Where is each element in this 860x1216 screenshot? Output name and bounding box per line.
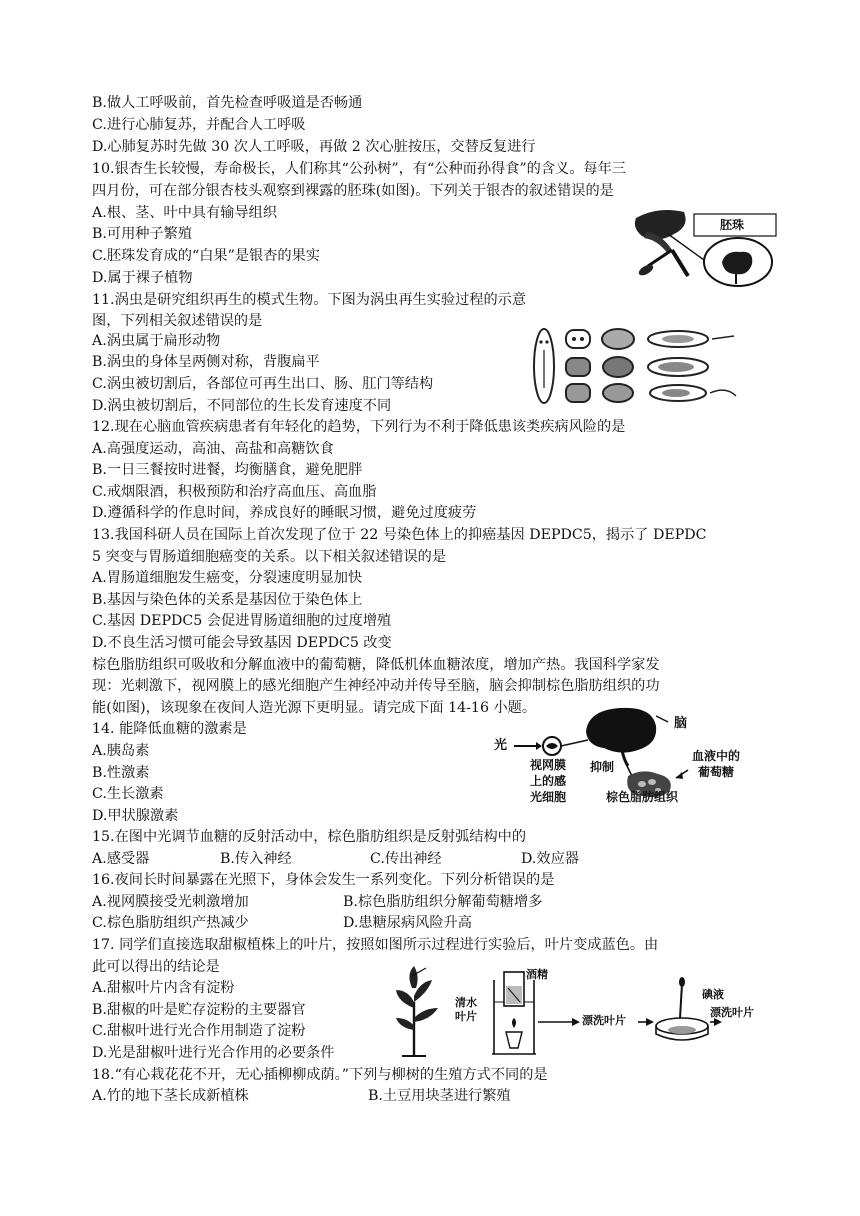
q10-stem-line-2: 四月份，可在部分银杏枝头观察到裸露的胚珠(如图)。下列关于银杏的叙述错误的是 <box>92 183 614 199</box>
q15-option-d: D.效应器 <box>521 851 579 867</box>
passage-line-1: 棕色脂肪组织可吸收和分解血液中的葡萄糖，降低机体血糖浓度，增加产热。我国科学家发 <box>92 657 660 673</box>
q14-option-a: A.胰岛素 <box>92 743 150 759</box>
q18-option-b: B.土豆用块茎进行繁殖 <box>368 1088 511 1104</box>
q17-option-b: B.甜椒的叶是贮存淀粉的主要器官 <box>92 1002 306 1018</box>
q13-option-b: B.基因与染色体的关系是基因位于染色体上 <box>92 592 363 608</box>
diagram-glucose-label <box>692 748 740 780</box>
q15-option-a: A.感受器 <box>92 851 150 867</box>
q10-option-b: B.可用种子繁殖 <box>92 226 193 242</box>
diagram-retina-label <box>530 757 566 805</box>
q17-stem-line-1: 17. 同学们直接选取甜椒植株上的叶片，按照如图所示过程进行实验后，叶片变成蓝色。由 <box>92 937 659 953</box>
q15-option-c: C.传出神经 <box>370 851 442 867</box>
q14-option-c: C.生长激素 <box>92 786 164 802</box>
q9-option-c: C.进行心肺复苏，并配合人工呼吸 <box>92 117 306 133</box>
q16-option-a: A.视网膜接受光刺激增加 <box>92 894 249 910</box>
q12-option-d: D.遵循科学的作息时间，养成良好的睡眠习惯，避免过度疲劳 <box>92 505 477 521</box>
diagram-retina-line-1: 视网膜 <box>530 758 567 772</box>
q12-option-c: C.戒烟限酒，积极预防和治疗高血压、高血脂 <box>92 484 377 500</box>
q12-option-b: B.一日三餐按时进餐，均衡膳食，避免肥胖 <box>92 462 363 478</box>
passage-line-2: 现：光刺激下，视网膜上的感光细胞产生神经冲动并传导至脑，脑会抑制棕色脂肪组织的功 <box>92 678 660 694</box>
q9-option-d: D.心肺复苏时先做 30 次人工呼吸，再做 2 次心脏按压，交替反复进行 <box>92 139 536 155</box>
q11-stem-line-2: 图，下列相关叙述错误的是 <box>92 313 263 329</box>
q10-option-c: C.胚珠发育成的“白果”是银杏的果实 <box>92 248 320 264</box>
q10-stem-line-1: 10.银杏生长较慢，寿命极长，人们称其“公孙树”，有“公种而孙得食”的含义。每年三 <box>92 161 626 177</box>
q11-stem-line-1: 11.涡虫是研究组织再生的模式生物。下图为涡虫再生实验过程的示意 <box>92 292 527 308</box>
q11-option-b: B.涡虫的身体呈两侧对称，背腹扁平 <box>92 354 320 370</box>
q13-option-a: A.胃肠道细胞发生癌变，分裂速度明显加快 <box>92 570 363 586</box>
q10-option-d: D.属于裸子植物 <box>92 270 193 286</box>
diagram-inhibit-label: 抑制 <box>590 760 615 774</box>
diagram-glucose-line-2: 葡萄糖 <box>698 765 735 779</box>
starch-rinse-label-2: 漂洗叶片 <box>710 1006 754 1019</box>
q14-stem: 14. 能降低血糖的激素是 <box>92 721 247 737</box>
q17-stem-line-2: 此可以得出的结论是 <box>92 959 220 975</box>
q14-option-b: B.性激素 <box>92 765 150 781</box>
q11-option-a: A.涡虫属于扁形动物 <box>92 333 221 349</box>
q14-option-d: D.甲状腺激素 <box>92 808 179 824</box>
ovule-label: 胚珠 <box>720 218 745 232</box>
q13-stem-line-1: 13.我国科研人员在国际上首次发现了位于 22 号染色体上的抑癌基因 DEPDC5，揭示了 DEPDC <box>92 527 707 543</box>
starch-water-leaf-label <box>455 996 477 1024</box>
passage-line-3: 能(如图)，该现象在夜间人造光源下更明显。请完成下面 14-16 小题。 <box>92 700 537 716</box>
diagram-brain-label: 脑 <box>674 716 688 731</box>
ginkgo-figure <box>628 204 778 290</box>
starch-test-figure <box>392 962 764 1062</box>
q16-option-b: B.棕色脂肪组织分解葡萄糖增多 <box>343 894 543 910</box>
q10-option-a: A.根、茎、叶中具有输导组织 <box>92 205 278 221</box>
q13-option-c: C.基因 DEPDC5 会促进胃肠道细胞的过度增殖 <box>92 613 392 629</box>
q13-option-d: D.不良生活习惯可能会导致基因 DEPDC5 改变 <box>92 635 392 651</box>
q16-option-d: D.患糖尿病风险升高 <box>343 915 472 931</box>
q11-option-c: C.涡虫被切割后，各部位可再生出口、肠、肛门等结构 <box>92 376 434 392</box>
starch-water-label: 清水 <box>455 996 477 1009</box>
diagram-light-label: 光 <box>494 738 508 753</box>
diagram-retina-line-2: 上的感 <box>530 774 567 788</box>
diagram-brown-fat-label: 棕色脂肪组织 <box>606 790 679 804</box>
q9-option-b: B.做人工呼吸前，首先检查呼吸道是否畅通 <box>92 95 363 111</box>
starch-rinse-label-1: 漂洗叶片 <box>582 1014 626 1027</box>
q15-option-b: B.传入神经 <box>220 851 292 867</box>
starch-leaf-label: 叶片 <box>455 1010 477 1023</box>
q13-stem-line-2: 5 突变与胃肠道细胞癌变的关系。以下相关叙述错误的是 <box>92 549 447 565</box>
q17-option-c: C.甜椒叶进行光合作用制造了淀粉 <box>92 1023 306 1039</box>
starch-alcohol-label: 酒精 <box>526 968 548 981</box>
q12-stem: 12.现在心脑血管疾病患者有年轻化的趋势，下列行为不利于降低患该类疾病风险的是 <box>92 419 626 435</box>
q11-option-d: D.涡虫被切割后，不同部位的生长发育速度不同 <box>92 398 392 414</box>
q18-option-a: A.竹的地下茎长成新植株 <box>92 1088 249 1104</box>
q16-stem: 16.夜间长时间暴露在光照下，身体会发生一系列变化。下列分析错误的是 <box>92 872 555 888</box>
q12-option-a: A.高强度运动，高油、高盐和高糖饮食 <box>92 441 334 457</box>
q18-stem: 18.“有心栽花花不开，无心插柳柳成荫。”下列与柳树的生殖方式不同的是 <box>92 1067 548 1083</box>
diagram-glucose-line-1: 血液中的 <box>692 749 741 763</box>
starch-iodine-label: 碘液 <box>702 988 724 1001</box>
planarian-figure <box>530 326 738 408</box>
q15-stem: 15.在图中光调节血糖的反射活动中，棕色脂肪组织是反射弧结构中的 <box>92 829 527 845</box>
q16-option-c: C.棕色脂肪组织产热减少 <box>92 915 249 931</box>
diagram-retina-line-3: 光细胞 <box>530 790 567 804</box>
q17-option-a: A.甜椒叶片内含有淀粉 <box>92 980 235 996</box>
light-blood-sugar-diagram <box>492 704 772 808</box>
q17-option-d: D.光是甜椒叶进行光合作用的必要条件 <box>92 1045 335 1061</box>
